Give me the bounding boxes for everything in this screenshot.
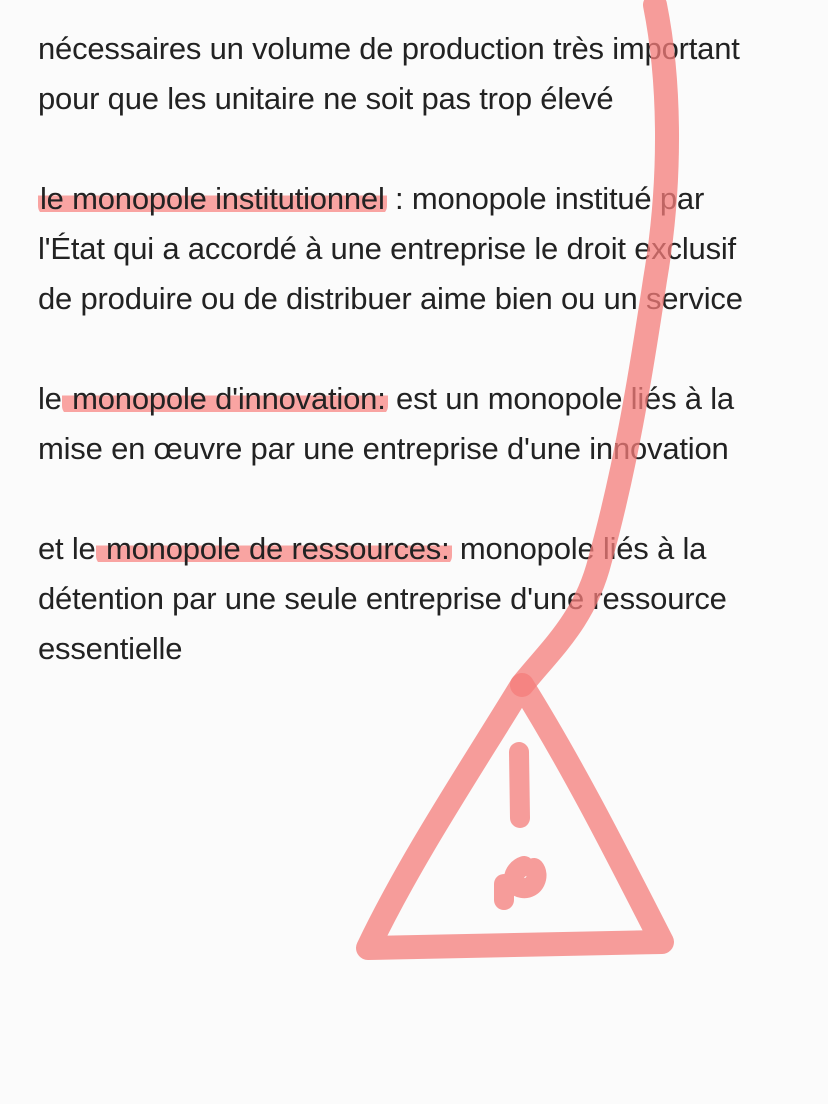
exclamation-mark-icon <box>504 752 537 900</box>
highlighted-term: le monopole institutionnel <box>40 181 385 216</box>
highlighted-term: monopole de ressources: <box>97 531 450 566</box>
text-prefix: et le <box>38 531 96 566</box>
note-body <box>38 24 818 724</box>
highlighted-term: monopole d'innovation: <box>63 381 386 416</box>
paragraph-production <box>38 24 818 124</box>
text-line: détention par une seule entreprise d'une ressource <box>38 581 727 616</box>
text-line <box>38 374 818 424</box>
text-line: mise en œuvre par une entreprise d'une innovation <box>38 431 729 466</box>
text-line <box>38 174 818 224</box>
text-line: l'État qui a accordé à une entreprise le droit exclusif <box>38 231 736 266</box>
text-line <box>38 524 818 574</box>
text-line: essentielle <box>38 631 183 666</box>
text-suffix: : monopole institué par <box>386 181 705 216</box>
text-suffix: est un monopole liés à la <box>387 381 734 416</box>
text-suffix: monopole liés à la <box>451 531 707 566</box>
paragraph-monopole-institutionnel <box>38 174 818 324</box>
text-line: nécessaires un volume de production très important <box>38 31 740 66</box>
paragraph-monopole-ressources <box>38 524 818 674</box>
text-line: pour que les unitaire ne soit pas trop élevé <box>38 81 614 116</box>
warning-triangle-icon <box>368 685 662 948</box>
text-line: de produire ou de distribuer aime bien ou un service <box>38 281 743 316</box>
paragraph-monopole-innovation <box>38 374 818 474</box>
text-prefix: le <box>38 381 62 416</box>
